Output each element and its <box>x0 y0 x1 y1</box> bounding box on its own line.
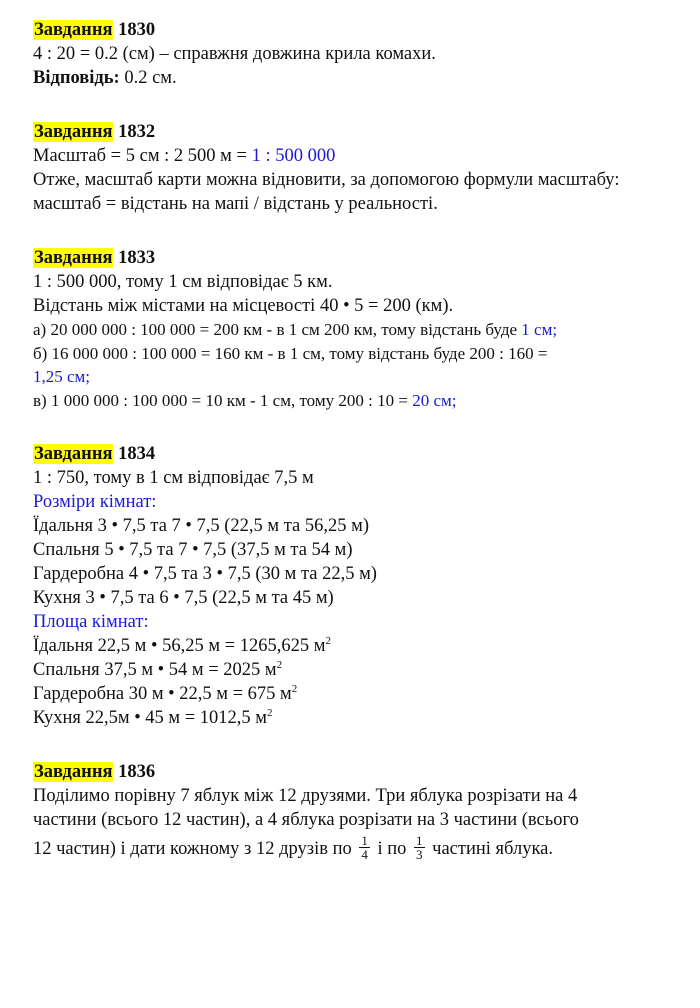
task-heading <box>33 760 688 784</box>
sub-answer-a <box>33 318 688 342</box>
area-exponent: 2 <box>291 682 298 695</box>
task-number: 1832 <box>118 122 156 142</box>
task-1833 <box>33 246 688 412</box>
sub-answer-b <box>33 342 688 366</box>
fraction-denominator: 4 <box>361 847 368 863</box>
area-exponent: 2 <box>325 634 331 647</box>
answer-value: 0.2 см. <box>119 68 177 88</box>
room-dimension-line: Спальня 5 • 7,5 та 7 • 7,5 (37,5 м та 54 м) <box>33 540 353 560</box>
task-1830 <box>33 18 688 90</box>
sub-answer-result: 20 см; <box>412 390 457 410</box>
task-number: 1836 <box>118 762 156 782</box>
task-label: Завдання <box>34 122 113 142</box>
task-text-line: 1 : 750, тому в 1 см відповідає 7,5 м <box>33 468 314 488</box>
task-text-line: частини (всього 12 частин), а 4 яблука розрізати на 3 частини (всього <box>33 810 579 830</box>
answer-line <box>33 66 688 90</box>
room-dimension-line: Кухня 3 • 7,5 та 6 • 7,5 (22,5 м та 45 м) <box>33 588 334 608</box>
room-dimension-line: Гардеробна 4 • 7,5 та 3 • 7,5 (30 м та 22,5 м) <box>33 564 377 584</box>
task-heading <box>33 120 688 144</box>
fraction-numerator: 1 <box>361 833 368 849</box>
task-text-line: 1 : 500 000, тому 1 см відповідає 5 км. <box>33 272 333 292</box>
fraction-denominator: 3 <box>416 847 423 863</box>
room-area-line <box>33 634 688 658</box>
room-area-text: Спальня 37,5 м • 54 м = 2025 м <box>33 660 277 680</box>
task-1834 <box>33 442 688 730</box>
sub-answer-text: а) 20 000 000 : 100 000 = 200 км - в 1 см 200 км, тому відстань буде <box>33 320 522 339</box>
sub-answer-c <box>33 389 688 413</box>
scale-line <box>33 144 688 168</box>
task-number: 1830 <box>118 20 156 40</box>
line-end: частині яблука. <box>427 839 554 859</box>
area-exponent: 2 <box>267 706 273 719</box>
fraction-one-third <box>414 834 425 861</box>
room-area-text: Їдальня 22,5 м • 56,25 м = 1265,625 м <box>33 636 326 656</box>
line-mid: і по <box>372 839 412 859</box>
room-area-text: Кухня 22,5м • 45 м = 1012,5 м <box>33 708 268 728</box>
task-label: Завдання <box>34 444 113 464</box>
task-number: 1834 <box>118 444 156 464</box>
task-heading <box>33 18 688 42</box>
sub-answer-result: 1 см; <box>521 320 558 339</box>
sub-answer-text: б) 16 000 000 : 100 000 = 160 км - в 1 см, тому відстань буде 200 : 160 = <box>33 343 548 363</box>
sub-answer-result: 1,25 см; <box>33 367 91 386</box>
task-heading <box>33 442 688 466</box>
answer-label: Відповідь: <box>33 68 120 88</box>
sub-answer-text: в) 1 000 000 : 100 000 = 10 км - 1 см, тому 200 : 10 = <box>33 390 413 410</box>
document-page <box>33 14 688 866</box>
task-text-line-fractions <box>33 832 688 866</box>
task-label: Завдання <box>34 762 113 782</box>
task-number: 1833 <box>118 248 156 268</box>
room-area-line <box>33 706 688 730</box>
task-label: Завдання <box>34 20 113 40</box>
explanation-paragraph: Отже, масштаб карти можна відновити, за допомогою формули масштабу: масштаб = відстань на мапі / відстань у реальності. <box>33 170 620 214</box>
task-heading <box>33 246 688 270</box>
area-heading: Площа кімнат: <box>33 612 149 632</box>
room-area-line <box>33 682 688 706</box>
task-label: Завдання <box>34 248 113 268</box>
task-text-line: Відстань між містами на місцевості 40 • 5 = 200 (км). <box>33 296 454 316</box>
fraction-one-quarter <box>359 834 370 861</box>
room-dimension-line: Їдальня 3 • 7,5 та 7 • 7,5 (22,5 м та 56,25 м) <box>33 516 370 536</box>
task-text-line: Поділимо порівну 7 яблук між 12 друзями. Три яблука розрізати на 4 <box>33 786 578 806</box>
fraction-numerator: 1 <box>416 833 423 849</box>
rooms-heading: Розміри кімнат: <box>33 492 157 512</box>
task-text-line: 4 : 20 = 0.2 (см) – справжня довжина крила комахи. <box>33 44 436 64</box>
task-1832 <box>33 120 688 216</box>
line-start: 12 частин) і дати кожному з 12 друзів по <box>33 839 357 859</box>
scale-result: 1 : 500 000 <box>251 146 336 166</box>
scale-text: Масштаб = 5 см : 2 500 м = <box>33 146 252 166</box>
area-exponent: 2 <box>276 658 283 671</box>
room-area-text: Гардеробна 30 м • 22,5 м = 675 м <box>33 684 292 704</box>
task-1836 <box>33 760 688 866</box>
room-area-line <box>33 658 688 682</box>
